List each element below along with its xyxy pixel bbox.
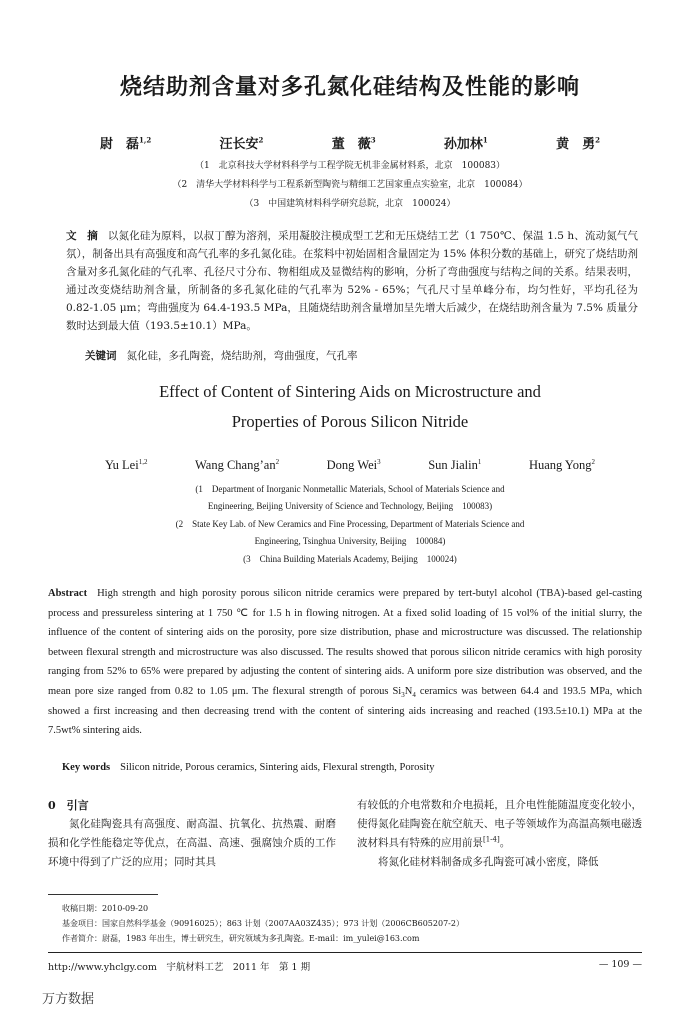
affiliation-en: (1 Department of Inorganic Nonmetallic Materials, School of Materials Science and xyxy=(195,484,505,494)
abstract-cn-text: 以氮化硅为原料，以叔丁醇为溶剂，采用凝胶注模成型工艺和无压烧结工艺（1 750℃、保温 1.5 h、流动氮气气氛），制备出具有高强度和高气孔率的多孔氮化硅。在浆料中初始固相含量固定为 15% 体积分数的基础上，研究了烧结助剂含量对多孔氮化硅的气孔率、孔径尺寸分布、物相组成及显微结构的影响，分析了弯曲强度与结构之间的关系。结果表明，通过改变烧结助剂含量，所制备的多孔氮化硅的气孔率为 52% - 65%；气孔尺寸呈单峰分布，均匀性好，平均孔径为 0.82-1.05 μm；弯曲强度为 64.4-193.5 MPa，且随烧结助剂含量增加呈先增大后减少，在烧结助剂含量为 7.5% 质量分数时达到最大值（193.5±10.1）MPa。 xyxy=(66,230,638,332)
authors-cn xyxy=(100,133,600,152)
paper-title-cn: 烧结助剂含量对多孔氮化硅结构及性能的影响 xyxy=(119,74,580,100)
page-footer xyxy=(48,959,642,973)
author-en: Wang $Chang’an^2$ xyxy=(195,457,280,472)
paragraph-text: 。 xyxy=(499,837,511,849)
keywords-en-text: Silicon nitride, Porous ceramics, Sintering aids, Flexural strength, Porosity xyxy=(120,762,435,773)
footnote: 收稿日期：2010-09-20 xyxy=(62,904,149,913)
affiliation-en: (2 State Key Lab. of New Ceramics and Fine Processing, Department of Materials Science and xyxy=(175,519,525,529)
abstract-en-text: ceramics was between 64.4 and 193.5 MPa, which showed a first increasing and then decreasing trend with the content of sintering aids increasing and reached (193.5±10.1) MPa at the 7.5wt% sintering aids. xyxy=(48,685,643,737)
keywords-cn xyxy=(85,347,638,365)
keywords-en xyxy=(62,762,642,773)
watermark: 万方数据 xyxy=(42,992,95,1007)
authors-en xyxy=(105,458,595,473)
affiliation-en: (3 China Building Materials Academy, Beijing 100024) xyxy=(243,554,457,564)
author-en: Dong Wei$^3$ xyxy=(326,457,381,472)
subscript: 4 xyxy=(412,691,416,700)
keywords-en-label: Key words xyxy=(62,762,111,773)
abstract-en-text: N xyxy=(404,685,413,697)
footnote-divider xyxy=(48,894,158,895)
abstract-en-label: Abstract xyxy=(48,588,88,599)
abstract-cn-label: 文 摘 xyxy=(66,230,98,242)
footer-journal: http://www.yhclgy.com 宇航材料工艺 2011 年 第 1 期 xyxy=(48,962,311,973)
author-cn: 孙加林$^1$ xyxy=(443,135,488,152)
affiliation-en: Engineering, Beijing University of Science and Technology, Beijing 100083) xyxy=(207,501,493,511)
title-en-line: Effect of Content of Sintering Aids on Microstructure and xyxy=(159,382,541,401)
author-en: Yu Lei$^{1,2}$ xyxy=(105,457,148,472)
author-cn: 黄 勇$^2$ xyxy=(556,135,600,152)
affiliation-cn: （1 北京科技大学材料科学与工程学院无机非金属材料系，北京 100083） xyxy=(194,161,506,171)
keywords-cn-label: 关键词 xyxy=(85,350,117,362)
affiliation-cn: （3 中国建筑材料科学研究总院，北京 100024） xyxy=(244,199,456,209)
author-cn: 尉 磊$^{1,2}$ xyxy=(100,135,152,152)
author-cn: 汪长安$^2$ xyxy=(219,135,264,152)
footer-divider xyxy=(48,952,642,953)
footnote: 基金项目：国家自然科学基金（90916025）；863 计划（2007AA03Z435）；973 计划（2006CB605207-2） xyxy=(62,919,464,928)
footnote: 作者简介：尉磊，1983 年出生，博士研究生，研究领域为多孔陶瓷。E-mail：im_yulei@163.com xyxy=(62,934,420,943)
abstract-cn xyxy=(66,227,638,335)
subscript: 3 xyxy=(401,691,405,700)
body-column-right xyxy=(357,796,642,872)
abstract-en xyxy=(48,584,642,741)
paragraph-text: 有较低的介电常数和介电损耗，且介电性能随温度变化较小，使得氮化硅陶瓷在航空航天、电子等领域作为高温高频电磁透波材料具有特殊的应用前景 xyxy=(357,799,642,849)
section-heading: 0 引言 xyxy=(48,799,89,812)
affiliation-en: Engineering, Tsinghua University, Beijing 100084) xyxy=(254,536,446,546)
paragraph: 将氮化硅材料制备成多孔陶瓷可减小密度，降低 xyxy=(378,856,599,868)
keywords-cn-text: 氮化硅，多孔陶瓷，烧结助剂，弯曲强度，气孔率 xyxy=(126,350,358,362)
title-en-line: Properties of Porous Silicon Nitride xyxy=(231,412,469,431)
affiliation-cn: （2 清华大学材料科学与工程系新型陶瓷与精细工艺国家重点实验室，北京 100084） xyxy=(172,180,528,190)
paper-title-en xyxy=(0,377,700,437)
paragraph xyxy=(357,796,642,853)
author-en: Huang Yong$^2$ xyxy=(528,457,595,472)
author-en: Sun Jialin$^1$ xyxy=(428,457,482,472)
body-column-left: 氮化硅陶瓷具有高强度、耐高温、抗氧化、抗热震、耐磨损和化学性能稳定等优点，在高温、高速、强腐蚀介质的工作环境中得到了广泛的应用；同时其具 xyxy=(48,818,336,868)
author-cn: 董 薇$^3$ xyxy=(331,135,376,152)
abstract-en-text: High strength and high porosity porous silicon nitride ceramics were prepared by tert-butyl alcohol (TBA)-based gel-casting process and pressureless sintering at 1 750 ℃ for 1.5 h in flowing nitrogen. At a fixed solid loading of 15 vol% of the initial slurry, the influence of the content of sintering aids on the porosity, pore size distribution, phase and microstructure was discussed. The relationship between flexural strength and microstructure was also discussed. The results showed that porous silicon nitride ceramics with high porosity ranging from 52% to 65% were prepared by adjusting the content of sintering aids. A uniform pore size distribution was observed, and the mean pore size ranged from 0.82 to 1.05 μm. The flexural strength of porous Si xyxy=(48,588,642,697)
page-number: — 109 — xyxy=(598,959,642,970)
citation: [1-4] xyxy=(483,835,500,844)
